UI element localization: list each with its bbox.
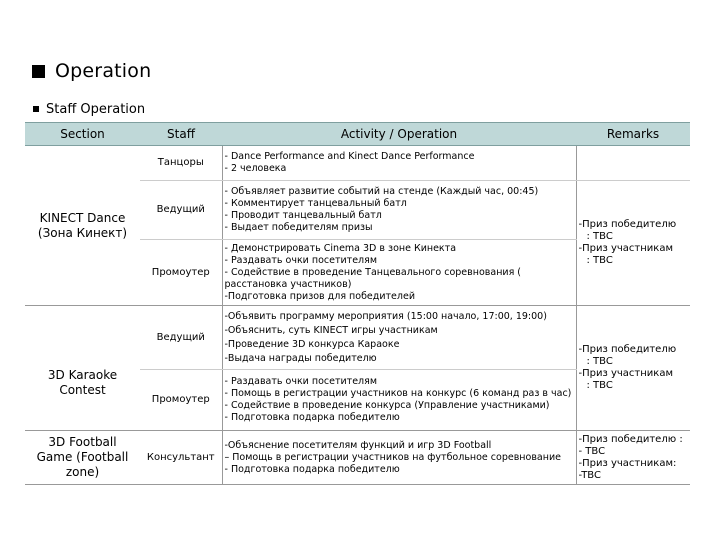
page-heading (32, 59, 151, 83)
staff-operation-table (25, 122, 690, 485)
table-row (25, 306, 690, 370)
table-row (25, 431, 690, 485)
section-football: 3D Football Game (Football zone) (25, 431, 140, 485)
section-kinect: KINECT Dance (Зона Кинект) (25, 146, 140, 306)
staff-cell: Ведущий (140, 306, 222, 370)
activity-cell: -Объяснение посетителям функций и игр 3D Football – Помощь в регистрации участников на футбольное соревнование - Подготовка подарка победителю (222, 431, 576, 485)
section-karaoke: 3D Karaoke Contest (25, 306, 140, 431)
activity-cell: - Демонстрировать Cinema 3D в зоне Кинекта - Раздавать очки посетителям - Содействие в проведение Танцевального соревнования ( расстановка участников) -Подготовка призов для победителей (222, 240, 576, 306)
header-activity: Activity / Operation (222, 123, 576, 146)
activity-cell: - Раздавать очки посетителям - Помощь в регистрации участников на конкурс (6 команд раз в час) - Содействие в проведение конкурса (Управление участниками) - Подготовка подарка победителю (222, 370, 576, 431)
remarks-football: -Приз победителю : - TBC -Приз участникам: -TBC (576, 431, 690, 485)
section-subtitle: Staff Operation (46, 101, 146, 117)
table-header-row (25, 123, 690, 146)
activity-cell: - Объявляет развитие событий на стенде (Каждый час, 00:45) - Комментирует танцевальный батл - Проводит танцевальный батл - Выдает победителям призы (222, 181, 576, 240)
header-staff: Staff (140, 123, 222, 146)
staff-cell: Консультант (140, 431, 222, 485)
staff-cell: Ведущий (140, 181, 222, 240)
staff-cell: Танцоры (140, 146, 222, 181)
staff-cell: Промоутер (140, 370, 222, 431)
header-remarks: Remarks (576, 123, 690, 146)
table-row (25, 146, 690, 181)
remarks-kinect: -Приз победителю : TBC -Приз участникам : TBC (576, 181, 690, 306)
page-title: Operation (55, 60, 152, 82)
remarks-cell-empty (576, 146, 690, 181)
section-heading (33, 100, 145, 118)
remarks-karaoke: -Приз победителю : TBC -Приз участникам : TBC (576, 306, 690, 431)
header-section: Section (25, 123, 140, 146)
activity-cell: -Объявить программу мероприятия (15:00 начало, 17:00, 19:00) -Объяснить, суть KINECT игры участникам -Проведение 3D конкурса Караоке -Выдача награды победителю (222, 306, 576, 370)
staff-cell: Промоутер (140, 240, 222, 306)
activity-cell: - Dance Performance and Kinect Dance Performance - 2 человека (222, 146, 576, 181)
square-bullet-icon (32, 65, 45, 78)
small-square-bullet-icon (33, 106, 39, 112)
